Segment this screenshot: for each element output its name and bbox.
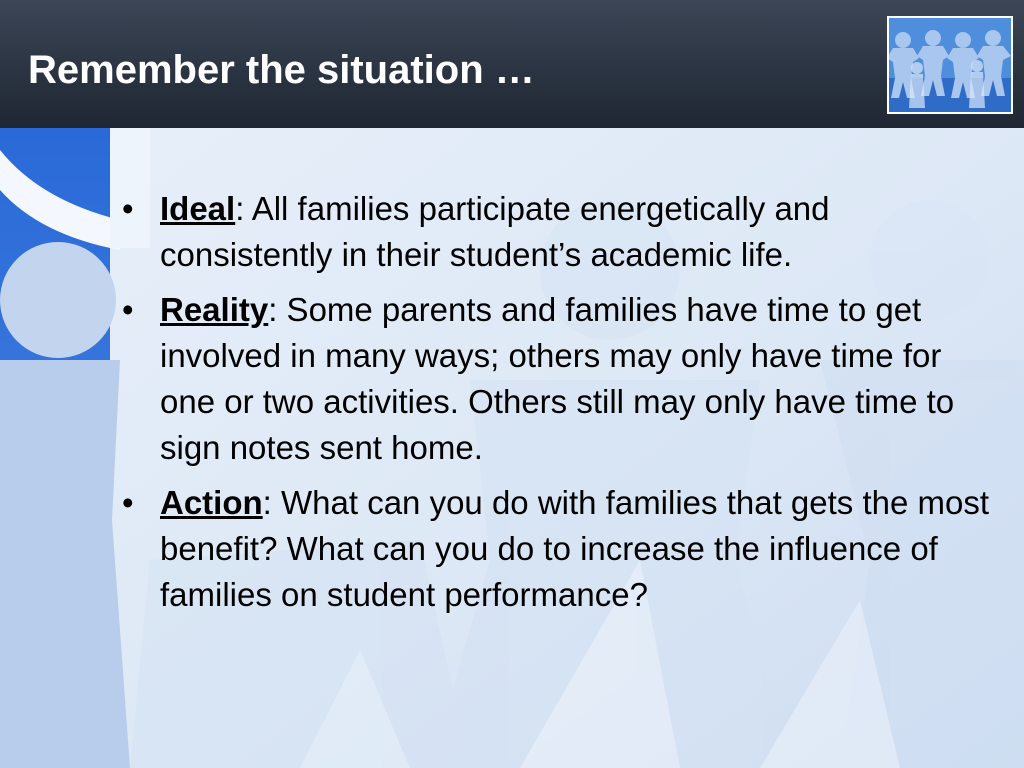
slide-title: Remember the situation … [28,48,535,92]
bullet-list [122,186,1002,627]
bullet-reality [122,287,1002,471]
bullet-text-action: : What can you do with families that gets the most benefit? What can you do to increase the influence of families on student performance? [160,484,990,613]
bullet-text-reality: : Some parents and families have time to get involved in many ways; others may only have time for one or two activities. Others still may only have time to sign notes sent home. [160,291,955,466]
bullet-text-ideal: : All families participate energetically and consistently in their student’s academic life. [160,190,830,273]
bullet-dot: • [122,484,134,521]
bullet-action [122,480,1002,618]
paper-chain-people-icon [887,16,1013,114]
bullet-term-action: Action [160,484,263,521]
bullet-term-ideal: Ideal [160,190,236,227]
bullet-dot: • [122,190,134,227]
bullet-ideal [122,186,1002,278]
title-bar [0,0,1024,128]
bullet-term-reality: Reality [160,291,269,328]
bullet-dot: • [122,291,134,328]
